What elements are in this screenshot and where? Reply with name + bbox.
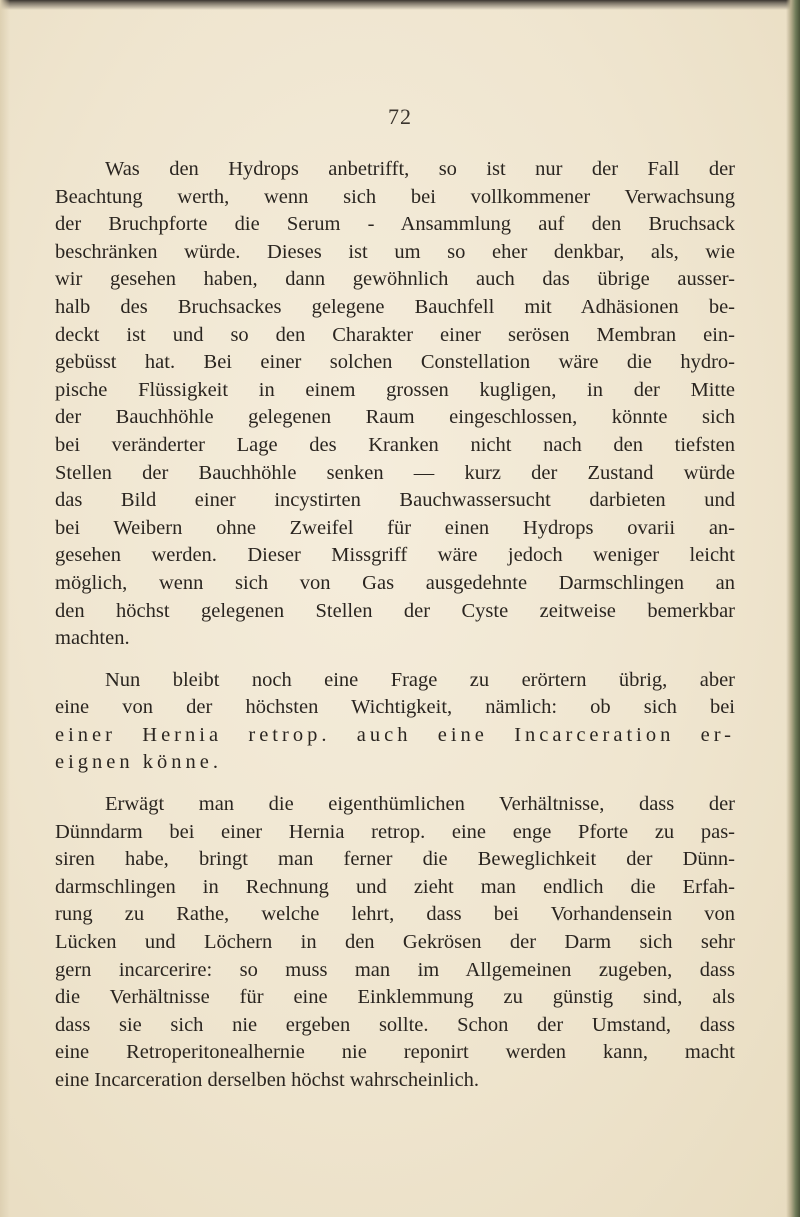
paragraph-gap	[55, 777, 735, 791]
paragraph-incarceration	[55, 791, 735, 1095]
text-line: rung zu Rathe, welche lehrt, dass bei Vorhandensein von	[55, 903, 735, 926]
text-line: Was den Hydrops anbetrifft, so ist nur der Fall der	[105, 158, 735, 180]
text-line: das Bild einer incystirten Bauchwassersucht darbieten und	[55, 489, 735, 512]
paragraph-hydrops	[55, 156, 735, 653]
text-line: wir gesehen haben, dann gewöhnlich auch das übrige ausser-	[55, 268, 735, 291]
text-line: bei Weibern ohne Zweifel für einen Hydrops ovarii an-	[55, 516, 735, 539]
text-line: eine Incarceration derselben höchst wahrscheinlich.	[55, 1069, 480, 1091]
page-top-shadow	[0, 0, 800, 10]
text-line: deckt ist und so den Charakter einer serösen Membran ein-	[55, 323, 735, 346]
page-left-edge	[0, 0, 10, 1217]
text-line: eine von der höchsten Wichtigkeit, nämlich: ob sich bei	[55, 696, 735, 719]
text-line: siren habe, bringt man ferner die Beweglichkeit der Dünn-	[55, 848, 735, 871]
page-right-edge	[786, 0, 800, 1217]
text-line: dass sie sich nie ergeben sollte. Schon der Umstand, dass	[55, 1013, 735, 1036]
text-line: eine Retroperitonealhernie nie reponirt werden kann, macht	[55, 1041, 735, 1064]
text-line: eignen könne.	[55, 751, 222, 774]
text-line: halb des Bruchsackes gelegene Bauchfell mit Adhäsionen be-	[55, 295, 735, 318]
text-line: Stellen der Bauchhöhle senken — kurz der Zustand würde	[55, 461, 735, 484]
text-line: der Bruchpforte die Serum - Ansammlung auf den Bruchsack	[55, 213, 735, 236]
paragraph-gap	[55, 653, 735, 667]
text-line: darmschlingen in Rechnung und zieht man endlich die Erfah-	[55, 875, 735, 898]
text-line: gesehen werden. Dieser Missgriff wäre jedoch weniger leicht	[55, 544, 735, 567]
text-line: die Verhältnisse für eine Einklemmung zu günstig sind, als	[55, 986, 735, 1009]
text-line: der Bauchhöhle gelegenen Raum eingeschlossen, könnte sich	[55, 406, 735, 429]
text-line: gern incarcerire: so muss man im Allgemeinen zugeben, dass	[55, 958, 735, 981]
text-line: beschränken würde. Dieses ist um so eher denkbar, als, wie	[55, 240, 735, 263]
text-line: bei veränderter Lage des Kranken nicht nach den tiefsten	[55, 433, 735, 456]
text-line: Erwägt man die eigenthümlichen Verhältnisse, dass der	[105, 793, 735, 816]
text-line: möglich, wenn sich von Gas ausgedehnte Darmschlingen an	[55, 571, 735, 594]
text-line: machten.	[55, 627, 130, 650]
text-line: einer Hernia retrop. auch eine Incarceration er-	[55, 723, 735, 746]
text-line: gebüsst hat. Bei einer solchen Constellation wäre die hydro-	[55, 351, 735, 374]
text-line: den höchst gelegenen Stellen der Cyste zeitweise bemerkbar	[55, 599, 735, 622]
page-number: 72	[388, 104, 412, 129]
text-line: Lücken und Löchern in den Gekrösen der Darm sich sehr	[55, 931, 735, 954]
text-line: Nun bleibt noch eine Frage zu erörtern übrig, aber	[105, 668, 735, 691]
text-body	[55, 156, 735, 1095]
paragraph-question	[55, 667, 735, 777]
text-line: Dünndarm bei einer Hernia retrop. eine enge Pforte zu pas-	[55, 820, 735, 843]
text-line: Beachtung werth, wenn sich bei vollkommener Verwachsung	[55, 185, 735, 208]
text-line: pische Flüssigkeit in einem grossen kugligen, in der Mitte	[55, 378, 735, 401]
